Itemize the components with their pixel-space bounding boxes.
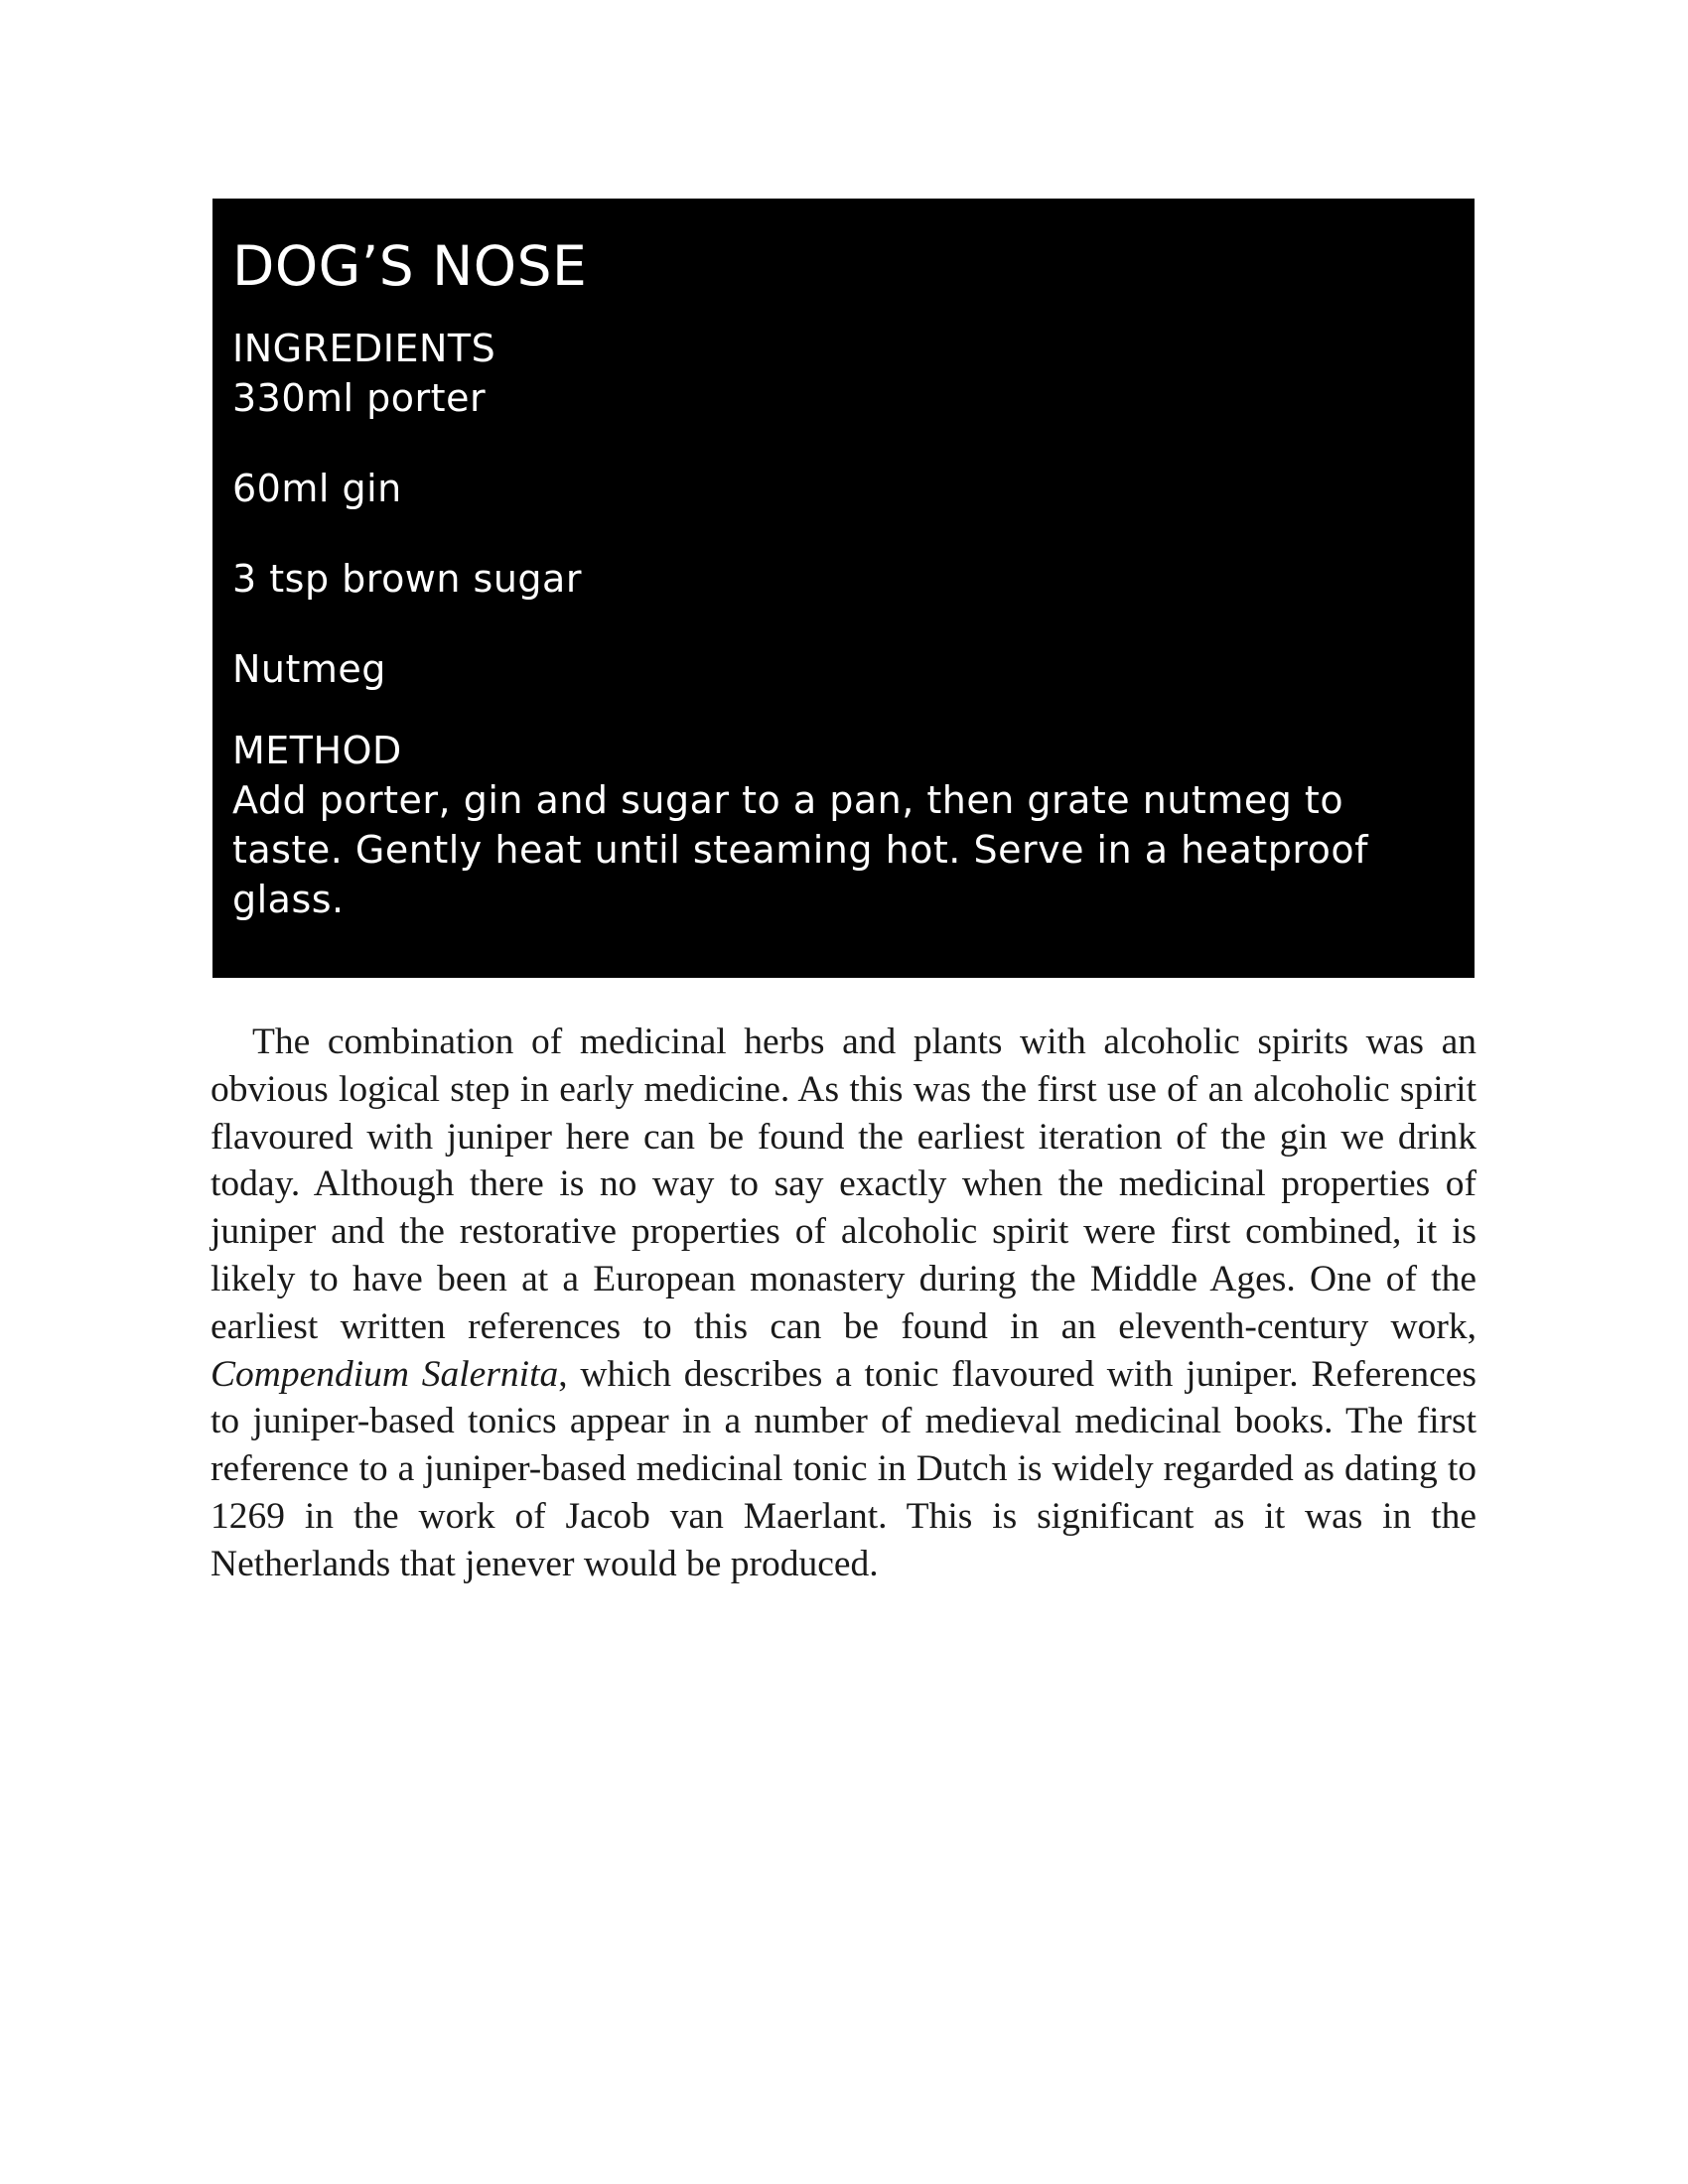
- ingredient-item: Nutmeg: [232, 647, 386, 691]
- body-paragraph: [211, 1019, 1477, 1588]
- body-text-part: The combination of medicinal herbs and plants with alcoholic spirits was an obvious logical step in early medicine. As this was the first use of an alcoholic spirit flavoured with juniper here can be found the earliest iteration of the gin we drink today. Although there is no way to say exactly when the medicinal properties of juniper and the restorative properties of alcoholic spirit were first combined, it is likely to have been at a European monastery during the Middle Ages. One of the earliest written references to this can be found in an eleventh-century work,: [211, 1022, 1477, 1347]
- method-heading: METHOD: [232, 729, 402, 772]
- ingredient-item: 60ml gin: [232, 467, 402, 510]
- recipe-box: [212, 199, 1475, 978]
- body-text-part: , which describes a tonic flavoured with juniper. References to juniper-based tonics appear in a number of medieval medicinal books. The first reference to a juniper-based medicinal tonic in Dutch is widely regarded as dating to 1269 in the work of Jacob van Maerlant. This is significant as it was in the Netherlands that jenever would be produced.: [211, 1353, 1477, 1584]
- ingredients-heading: INGREDIENTS: [232, 327, 496, 370]
- recipe-title: DOG’S NOSE: [232, 234, 588, 298]
- book-title: Compendium Salernita: [211, 1353, 559, 1395]
- method-text: Add porter, gin and sugar to a pan, then grate nutmeg to taste. Gently heat until steaming hot. Serve in a heatproof glass.: [232, 778, 1369, 921]
- ingredient-item: 3 tsp brown sugar: [232, 557, 582, 601]
- ingredient-item: 330ml porter: [232, 376, 487, 420]
